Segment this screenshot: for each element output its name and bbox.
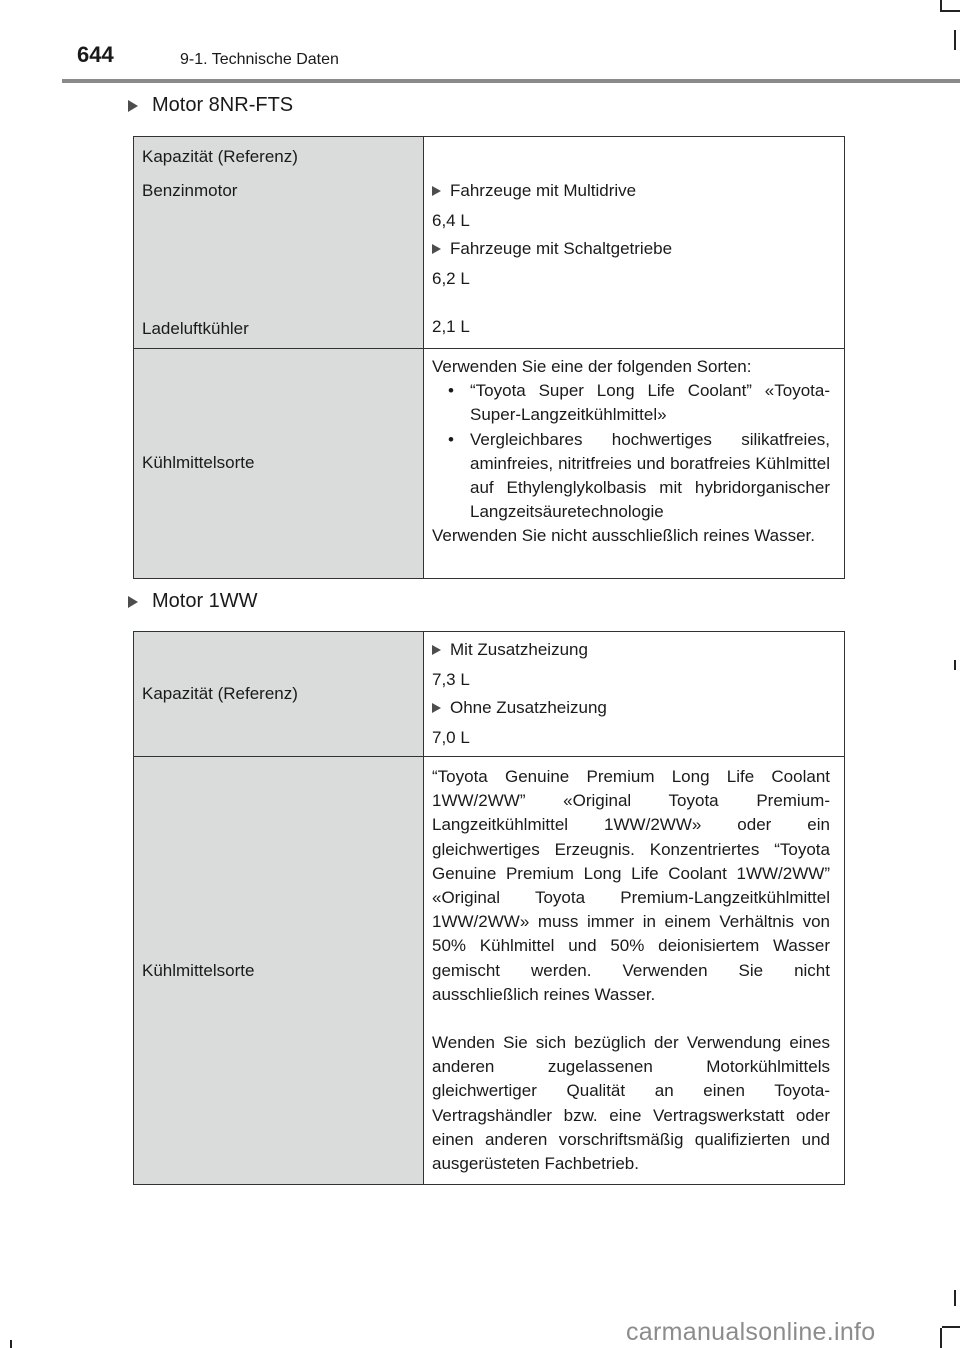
petrol-label: Benzinmotor	[142, 180, 238, 200]
triangle-bullet-icon	[128, 596, 138, 608]
heading-8nr-text: Motor 8NR-FTS	[152, 94, 294, 116]
bullet-text: “Toyota Super Long Life Coolant” «Toyota-Super-Langzeitkühlmittel»	[470, 381, 830, 425]
heading-1ww-text: Motor 1WW	[152, 590, 258, 612]
table-row	[134, 349, 845, 579]
coolant-label: Kühlmittelsorte	[142, 960, 255, 980]
table-row	[134, 137, 845, 349]
manual-row	[432, 237, 830, 261]
coolant-outro: Verwenden Sie nicht ausschließlich reines Wasser.	[432, 526, 815, 546]
crop-mark	[942, 1326, 960, 1328]
crop-mark	[954, 1290, 956, 1306]
value-cell	[424, 137, 845, 349]
capacity-label: Kapazität (Referenz)	[142, 146, 298, 166]
table-row	[134, 632, 845, 757]
without-heater-label: Ohne Zusatzheizung	[450, 697, 607, 717]
crop-mark	[940, 1328, 942, 1348]
intercooler-label: Ladeluftkühler	[142, 318, 249, 338]
watermark: carmanualsonline.info	[626, 1318, 876, 1346]
triangle-bullet-icon	[432, 186, 441, 196]
bullet-text: Vergleichbares hochwertiges silikatfreies, aminfreies, nitritfreies und boratfreies Kühlmittel auf Ethylenglykolbasis mit hybridorganischer Langzeitsäuretechnologie	[470, 429, 830, 522]
crop-mark	[940, 10, 960, 12]
without-heater-row	[432, 696, 830, 720]
coolant-para-1: “Toyota Genuine Premium Long Life Coolant 1WW/2WW” «Original Toyota Premium-Langzeitkühlmittel 1WW/2WW» oder ein gleichwertiges Erzeugnis. Konzentriertes “Toyota Genuine Premium Long Life Coolant 1WW/2WW” «Original Toyota Premium-Langzeitkühlmittel 1WW/2WW» muss immer in einem Verhältnis von 50% Kühlmittel und 50% deionisiertem Wasser gemischt werden. Verwenden Sie nicht ausschließlich reines Wasser.	[432, 767, 830, 1004]
heading-8nr	[128, 94, 293, 117]
intercooler-value: 2,1 L	[432, 316, 470, 336]
without-heater-value: 7,0 L	[432, 727, 470, 747]
list-item: • “Toyota Super Long Life Coolant” «Toyota-Super-Langzeitkühlmittel»	[432, 379, 830, 427]
section-title: 9-1. Technische Daten	[180, 51, 339, 68]
value-cell	[424, 349, 845, 579]
label-cell	[134, 349, 424, 579]
triangle-bullet-icon	[128, 100, 138, 112]
multidrive-value: 6,4 L	[432, 210, 470, 230]
page-number: 644	[77, 42, 114, 67]
value-cell	[424, 632, 845, 757]
triangle-bullet-icon	[432, 244, 441, 254]
triangle-bullet-icon	[432, 703, 441, 713]
crop-mark	[954, 660, 956, 670]
coolant-label: Kühlmittelsorte	[142, 453, 255, 473]
capacity-label: Kapazität (Referenz)	[142, 683, 298, 703]
list-item: • Vergleichbares hochwertiges silikatfreies, aminfreies, nitritfreies und boratfreies Kühlmittel auf Ethylenglykolbasis mit hybridorganischer Langzeitsäuretechnologie	[432, 428, 830, 525]
crop-mark	[10, 1340, 12, 1348]
crop-mark	[940, 0, 942, 10]
table-row	[134, 757, 845, 1185]
manual-label: Fahrzeuge mit Schaltgetriebe	[450, 238, 673, 258]
value-cell	[424, 757, 845, 1185]
crop-mark	[954, 30, 956, 50]
coolant-para-2: Wenden Sie sich bezüglich der Verwendung eines anderen zugelassenen Motorkühlmittels gleichwertiger Qualität an einen Toyota-Vertragshändler bzw. eine Vertragswerkstatt oder einen anderen vorschriftsmäßig qualifizierten und ausgerüsteten Fachbetrieb.	[432, 1033, 830, 1174]
with-heater-label: Mit Zusatzheizung	[450, 639, 588, 659]
multidrive-row	[432, 179, 830, 203]
with-heater-value: 7,3 L	[432, 669, 470, 689]
heading-1ww	[128, 590, 258, 613]
coolant-intro: Verwenden Sie eine der folgenden Sorten:	[432, 357, 752, 376]
triangle-bullet-icon	[432, 645, 441, 655]
manual-value: 6,2 L	[432, 268, 470, 288]
table-8nr	[133, 136, 845, 579]
label-cell	[134, 632, 424, 757]
multidrive-label: Fahrzeuge mit Multidrive	[450, 180, 637, 200]
label-cell	[134, 757, 424, 1185]
header-rule	[62, 79, 960, 83]
label-cell	[134, 137, 424, 349]
with-heater-row	[432, 638, 830, 662]
table-1ww	[133, 631, 845, 1185]
